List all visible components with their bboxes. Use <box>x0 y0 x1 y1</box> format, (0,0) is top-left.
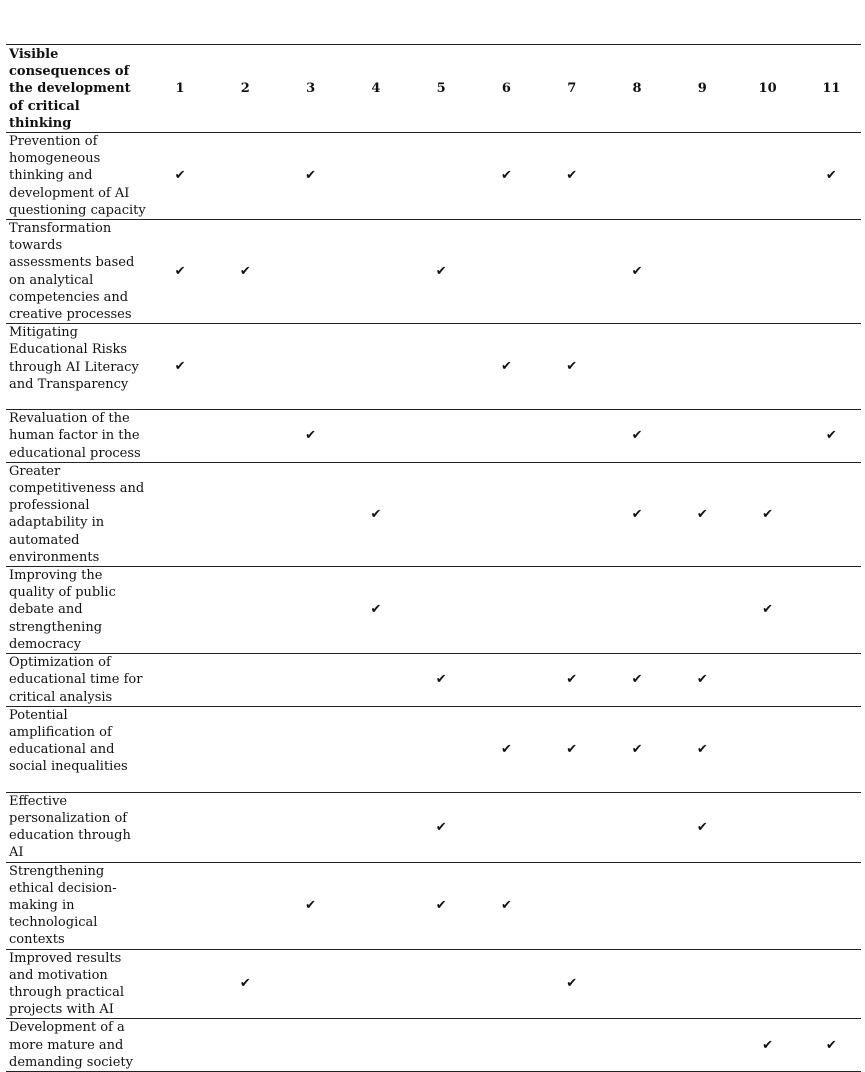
check-cell <box>668 567 733 654</box>
checkmark-icon: ✔ <box>566 741 578 757</box>
check-cell <box>472 220 537 324</box>
check-cell <box>799 133 861 220</box>
checkmark-icon: ✔ <box>696 741 708 757</box>
check-cell <box>733 567 798 654</box>
checkmark-icon: ✔ <box>174 359 186 375</box>
check-cell <box>146 324 211 410</box>
check-cell <box>668 949 733 1019</box>
checkmark-icon: ✔ <box>501 168 512 184</box>
checkmark-icon: ✔ <box>631 741 643 757</box>
check-cell <box>146 949 211 1019</box>
check-cell <box>472 324 537 410</box>
check-cell <box>799 862 861 949</box>
check-cell <box>407 654 472 707</box>
check-cell <box>472 567 537 654</box>
check-cell <box>668 324 733 410</box>
check-cell <box>407 324 472 410</box>
check-cell <box>211 1019 276 1072</box>
check-cell <box>733 462 798 566</box>
check-cell <box>603 654 668 707</box>
check-cell <box>668 410 733 463</box>
column-header: 9 <box>697 80 707 96</box>
check-cell <box>799 462 861 566</box>
check-cell <box>472 949 537 1019</box>
check-cell <box>733 324 798 410</box>
row-label: Transformation towards assessments based on analytical competencies and creative processes <box>9 221 135 323</box>
check-cell <box>538 567 603 654</box>
check-cell <box>799 410 861 463</box>
check-cell <box>211 220 276 324</box>
table-row <box>6 862 861 949</box>
check-cell <box>603 324 668 410</box>
check-cell <box>799 1019 861 1072</box>
check-cell <box>146 862 211 949</box>
checkmark-icon: ✔ <box>631 506 643 522</box>
checkmark-icon: ✔ <box>435 897 447 913</box>
check-cell <box>538 949 603 1019</box>
check-cell <box>146 133 211 220</box>
check-cell <box>538 462 603 566</box>
check-cell <box>799 324 861 410</box>
checkmark-icon: ✔ <box>762 1037 774 1053</box>
row-label: Strengthening ethical decision-making in technological contexts <box>9 863 117 948</box>
check-cell <box>211 706 276 792</box>
check-cell <box>146 654 211 707</box>
column-header: 11 <box>822 80 841 96</box>
check-cell <box>472 462 537 566</box>
table-row <box>6 792 861 862</box>
check-cell <box>342 1019 407 1072</box>
check-cell <box>733 792 798 862</box>
check-cell <box>276 567 341 654</box>
table-row <box>6 654 861 707</box>
check-cell <box>407 949 472 1019</box>
column-header: 5 <box>436 80 446 96</box>
checkmark-icon: ✔ <box>305 897 317 913</box>
column-header: 10 <box>758 80 777 96</box>
checkmark-icon: ✔ <box>696 506 708 522</box>
check-cell <box>407 792 472 862</box>
table-row <box>6 410 861 463</box>
check-cell <box>276 862 341 949</box>
check-cell <box>342 220 407 324</box>
check-cell <box>342 792 407 862</box>
checkmark-icon: ✔ <box>566 168 578 184</box>
check-cell <box>342 410 407 463</box>
check-cell <box>211 949 276 1019</box>
check-cell <box>342 654 407 707</box>
header-label: Visible consequences of the development of critical thinking <box>9 47 131 131</box>
checkmark-icon: ✔ <box>435 819 447 835</box>
check-cell <box>733 133 798 220</box>
checkmark-icon: ✔ <box>501 741 512 757</box>
check-cell <box>211 462 276 566</box>
row-label: Effective personalization of education through AI <box>9 793 131 861</box>
checkmark-icon: ✔ <box>501 897 512 913</box>
check-cell <box>733 706 798 792</box>
check-cell <box>211 567 276 654</box>
check-cell <box>276 949 341 1019</box>
column-header: 2 <box>240 80 250 96</box>
check-cell <box>342 862 407 949</box>
check-cell <box>603 410 668 463</box>
check-cell <box>146 706 211 792</box>
check-cell <box>407 567 472 654</box>
check-cell <box>472 654 537 707</box>
check-cell <box>668 220 733 324</box>
check-cell <box>799 567 861 654</box>
check-cell <box>407 133 472 220</box>
check-cell <box>472 792 537 862</box>
check-cell <box>603 792 668 862</box>
check-cell <box>407 706 472 792</box>
checkmark-icon: ✔ <box>566 359 578 375</box>
check-cell <box>472 1019 537 1072</box>
check-cell <box>342 133 407 220</box>
checkmark-icon: ✔ <box>825 168 837 184</box>
checkmark-icon: ✔ <box>696 672 708 688</box>
row-label: Improved results and motivation through practical projects with AI <box>9 950 124 1018</box>
check-cell <box>603 1019 668 1072</box>
check-cell <box>211 792 276 862</box>
check-cell <box>799 220 861 324</box>
check-cell <box>211 862 276 949</box>
check-cell <box>733 220 798 324</box>
check-cell <box>211 654 276 707</box>
checkmark-icon: ✔ <box>762 506 774 522</box>
check-cell <box>146 1019 211 1072</box>
checkmark-icon: ✔ <box>566 976 578 992</box>
checkmark-icon: ✔ <box>631 672 643 688</box>
check-cell <box>603 949 668 1019</box>
check-cell <box>603 862 668 949</box>
checkmark-icon: ✔ <box>825 428 837 444</box>
check-cell <box>276 410 341 463</box>
check-cell <box>799 654 861 707</box>
column-header: 6 <box>501 80 511 96</box>
row-label: Revaluation of the human factor in the educational process <box>9 411 141 461</box>
check-cell <box>668 792 733 862</box>
check-cell <box>538 654 603 707</box>
checkmark-icon: ✔ <box>370 506 382 522</box>
checkmark-icon: ✔ <box>305 428 317 444</box>
check-cell <box>733 862 798 949</box>
check-cell <box>799 792 861 862</box>
column-header: 4 <box>371 80 381 96</box>
check-cell <box>603 220 668 324</box>
row-label: Optimization of educational time for critical analysis <box>9 655 143 705</box>
column-header: 3 <box>306 80 316 96</box>
column-header: 1 <box>175 80 185 96</box>
check-cell <box>211 324 276 410</box>
check-cell <box>733 654 798 707</box>
check-cell <box>146 567 211 654</box>
check-cell <box>538 1019 603 1072</box>
checkmark-icon: ✔ <box>239 264 251 280</box>
column-header: 8 <box>632 80 642 96</box>
checkmark-icon: ✔ <box>825 1037 837 1053</box>
check-cell <box>211 133 276 220</box>
check-cell <box>603 462 668 566</box>
check-cell <box>276 133 341 220</box>
row-label: Greater competitiveness and professional adaptability in automated environments <box>9 463 145 565</box>
check-cell <box>668 706 733 792</box>
check-cell <box>276 1019 341 1072</box>
check-cell <box>668 862 733 949</box>
header-row <box>6 45 861 133</box>
row-label: Mitigating Educational Risks through AI Literacy and Transparency <box>9 325 139 392</box>
check-cell <box>276 706 341 792</box>
check-cell <box>733 949 798 1019</box>
check-cell <box>342 567 407 654</box>
check-cell <box>538 133 603 220</box>
check-cell <box>472 410 537 463</box>
check-cell <box>668 1019 733 1072</box>
check-cell <box>407 462 472 566</box>
check-cell <box>146 462 211 566</box>
table-row <box>6 324 861 410</box>
check-cell <box>407 1019 472 1072</box>
checkmark-icon: ✔ <box>435 264 447 280</box>
checkmark-icon: ✔ <box>305 168 317 184</box>
checkmark-icon: ✔ <box>762 602 774 618</box>
checkmark-icon: ✔ <box>174 264 186 280</box>
check-cell <box>538 410 603 463</box>
row-label: Improving the quality of public debate and strengthening democracy <box>9 568 116 652</box>
checkmark-icon: ✔ <box>696 819 708 835</box>
check-cell <box>407 862 472 949</box>
check-cell <box>472 706 537 792</box>
table-row <box>6 949 861 1019</box>
column-header: 7 <box>567 80 577 96</box>
table-row <box>6 462 861 566</box>
check-cell <box>211 410 276 463</box>
check-cell <box>276 654 341 707</box>
check-cell <box>407 410 472 463</box>
table-row <box>6 220 861 324</box>
check-cell <box>799 706 861 792</box>
row-label: Development of a more mature and demanding society <box>9 1020 133 1070</box>
checkmark-icon: ✔ <box>566 672 578 688</box>
check-cell <box>538 706 603 792</box>
checkmark-icon: ✔ <box>435 672 447 688</box>
checkmark-icon: ✔ <box>631 428 643 444</box>
check-cell <box>276 462 341 566</box>
check-cell <box>472 133 537 220</box>
table-row <box>6 1019 861 1072</box>
check-cell <box>603 567 668 654</box>
check-cell <box>472 862 537 949</box>
check-cell <box>146 410 211 463</box>
check-cell <box>342 462 407 566</box>
check-cell <box>668 133 733 220</box>
table-row <box>6 133 861 220</box>
check-cell <box>146 792 211 862</box>
check-cell <box>146 220 211 324</box>
checkmark-icon: ✔ <box>174 168 186 184</box>
table-row <box>6 567 861 654</box>
check-cell <box>668 462 733 566</box>
checkmark-icon: ✔ <box>501 359 512 375</box>
check-cell <box>799 949 861 1019</box>
check-cell <box>538 862 603 949</box>
checkmark-icon: ✔ <box>370 602 382 618</box>
check-cell <box>668 654 733 707</box>
check-cell <box>276 792 341 862</box>
consequences-table <box>6 44 861 1072</box>
row-label: Potential amplification of educational and social inequalities <box>9 707 128 775</box>
check-cell <box>538 324 603 410</box>
check-cell <box>276 220 341 324</box>
check-cell <box>538 792 603 862</box>
check-cell <box>733 410 798 463</box>
check-cell <box>407 220 472 324</box>
checkmark-icon: ✔ <box>239 976 251 992</box>
checkmark-icon: ✔ <box>631 264 643 280</box>
check-cell <box>603 133 668 220</box>
check-cell <box>342 706 407 792</box>
check-cell <box>276 324 341 410</box>
check-cell <box>603 706 668 792</box>
table-row <box>6 706 861 792</box>
row-label: Prevention of homogeneous thinking and development of AI questioning capacity <box>9 134 146 218</box>
table-body <box>6 133 861 1072</box>
check-cell <box>342 949 407 1019</box>
check-cell <box>538 220 603 324</box>
check-cell <box>342 324 407 410</box>
check-cell <box>733 1019 798 1072</box>
